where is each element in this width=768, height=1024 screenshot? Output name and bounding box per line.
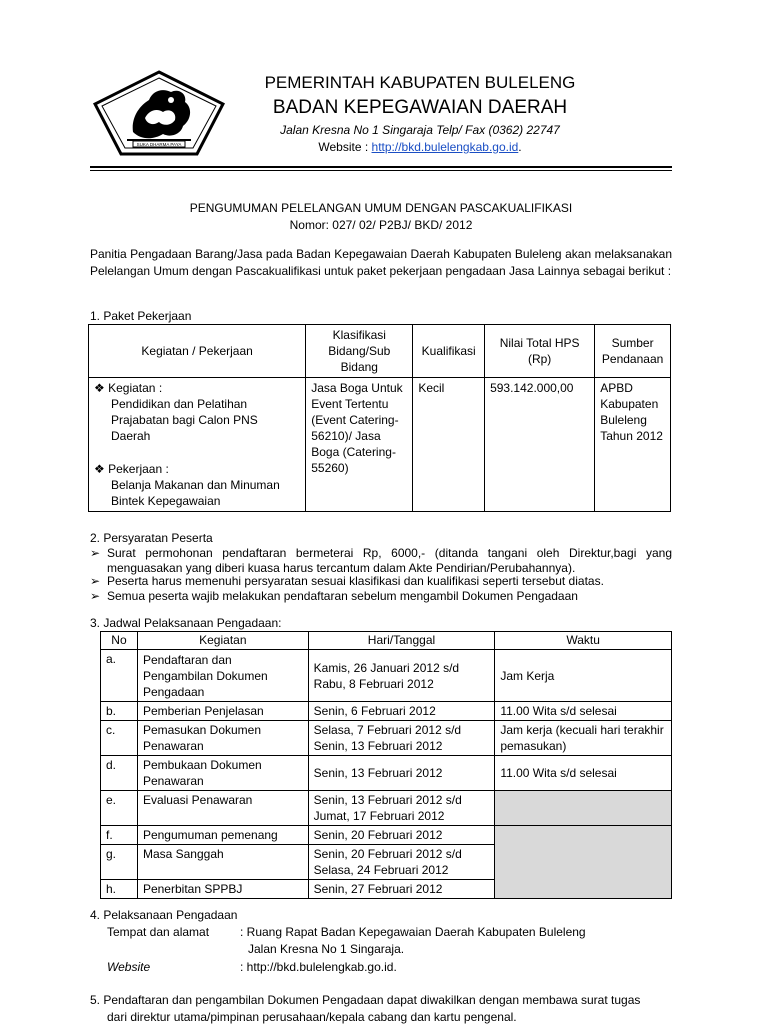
header-rule-thick bbox=[90, 166, 672, 168]
th-no: No bbox=[101, 632, 138, 650]
section2-heading: 2. Persyaratan Peserta bbox=[90, 531, 213, 545]
section5-line2: dari direktur utama/pimpinan perusahaan/kepala cabang dan kartu pengenal. bbox=[107, 1010, 517, 1024]
section4-heading: 4. Pelaksanaan Pengadaan bbox=[90, 908, 238, 922]
logo-motto: SUKA DHARMA PAYA bbox=[136, 142, 182, 147]
cell-no: f. bbox=[101, 826, 138, 845]
th-tanggal: Hari/Tanggal bbox=[308, 632, 495, 650]
schedule-row bbox=[101, 702, 672, 721]
cell-waktu-empty bbox=[495, 826, 672, 899]
cell-waktu: Jam Kerja bbox=[495, 650, 672, 702]
schedule-row bbox=[101, 791, 672, 826]
cell-waktu-empty bbox=[495, 791, 672, 826]
header-website bbox=[240, 140, 600, 154]
cell-kegiatan bbox=[89, 378, 306, 512]
requirement-item bbox=[90, 589, 672, 604]
cell-tanggal: Kamis, 26 Januari 2012 s/d Rabu, 8 Februari 2012 bbox=[308, 650, 495, 702]
cell-tanggal: Senin, 20 Februari 2012 bbox=[308, 826, 495, 845]
arrow-bullet-icon: ➢ bbox=[90, 589, 101, 603]
cell-tanggal: Senin, 13 Februari 2012 s/d Jumat, 17 Februari 2012 bbox=[308, 791, 495, 826]
cell-klasifikasi: Jasa Boga Untuk Event Tertentu (Event Catering-56210)/ Jasa Boga (Catering-55260) bbox=[306, 378, 413, 512]
arrow-bullet-icon: ➢ bbox=[90, 546, 101, 560]
website-link[interactable]: http://bkd.bulelengkab.go.id bbox=[371, 140, 519, 154]
cell-no: g. bbox=[101, 845, 138, 880]
cell-tanggal: Senin, 27 Februari 2012 bbox=[308, 880, 495, 899]
header-address: Jalan Kresna No 1 Singaraja Telp/ Fax (0362) 22747 bbox=[280, 123, 560, 137]
cell-kegiatan: Masa Sanggah bbox=[137, 845, 308, 880]
cell-kegiatan: Pembukaan Dokumen Penawaran bbox=[137, 756, 308, 791]
package-table-header bbox=[89, 325, 671, 378]
cell-no: d. bbox=[101, 756, 138, 791]
cell-kegiatan: Pemasukan Dokumen Penawaran bbox=[137, 721, 308, 756]
diamond-bullet-icon: ❖ bbox=[94, 381, 105, 395]
cell-tanggal: Senin, 13 Februari 2012 bbox=[308, 756, 495, 791]
header-rule-thin bbox=[90, 170, 672, 171]
cell-no: c. bbox=[101, 721, 138, 756]
announcement-title: PENGUMUMAN PELELANGAN UMUM DENGAN PASCAKUALIFIKASI bbox=[189, 201, 573, 215]
th-kegiatan: Kegiatan bbox=[137, 632, 308, 650]
tempat-label: Tempat dan alamat bbox=[107, 925, 210, 939]
cell-tanggal: Selasa, 7 Februari 2012 s/d Senin, 13 Februari 2012 bbox=[308, 721, 495, 756]
th-sumber: Sumber Pendanaan bbox=[595, 325, 671, 378]
pekerjaan-item bbox=[94, 461, 300, 477]
buleleng-emblem-logo bbox=[93, 70, 225, 156]
header-government: PEMERINTAH KABUPATEN BULELENG bbox=[264, 73, 576, 92]
header-agency: BADAN KEPEGAWAIAN DAERAH bbox=[272, 97, 568, 118]
package-table bbox=[88, 324, 671, 512]
requirement-text: Semua peserta wajib melakukan pendaftaran sebelum mengambil Dokumen Pengadaan bbox=[107, 589, 578, 603]
schedule-table bbox=[100, 631, 672, 899]
cell-no: b. bbox=[101, 702, 138, 721]
cell-tanggal: Senin, 6 Februari 2012 bbox=[308, 702, 495, 721]
schedule-row bbox=[101, 756, 672, 791]
cell-tanggal: Senin, 20 Februari 2012 s/d Selasa, 24 Februari 2012 bbox=[308, 845, 495, 880]
schedule-table-header bbox=[101, 632, 672, 650]
requirement-item bbox=[90, 574, 672, 589]
cell-kegiatan: Evaluasi Penawaran bbox=[137, 791, 308, 826]
arrow-bullet-icon: ➢ bbox=[90, 574, 101, 588]
intro-paragraph: Panitia Pengadaan Barang/Jasa pada Badan Kepegawaian Daerah Kabupaten Buleleng akan melaksanakan Pelelangan Umum dengan Pascakualifikasi untuk paket pekerjaan pengadaan Jasa Lainnya sebagai berikut : bbox=[90, 247, 672, 278]
requirement-item bbox=[90, 546, 672, 576]
cell-kegiatan: Pemberian Penjelasan bbox=[137, 702, 308, 721]
section1-heading: 1. Paket Pekerjaan bbox=[90, 309, 192, 323]
th-waktu: Waktu bbox=[495, 632, 672, 650]
tempat-value: : Ruang Rapat Badan Kepegawaian Daerah Kabupaten Buleleng bbox=[240, 925, 586, 939]
pekerjaan-label: Pekerjaan : bbox=[108, 462, 169, 476]
website-label: Website : bbox=[318, 140, 369, 154]
cell-kualifikasi: Kecil bbox=[413, 378, 485, 512]
cell-sumber: APBD Kabupaten Buleleng Tahun 2012 bbox=[595, 378, 671, 512]
website-value-s4: : http://bkd.bulelengkab.go.id. bbox=[240, 960, 397, 974]
cell-waktu: Jam kerja (kecuali hari terakhir pemasukan) bbox=[495, 721, 672, 756]
th-nilai: Nilai Total HPS (Rp) bbox=[485, 325, 595, 378]
kegiatan-item bbox=[94, 380, 300, 396]
schedule-row bbox=[101, 650, 672, 702]
cell-kegiatan: Pengumuman pemenang bbox=[137, 826, 308, 845]
cell-no: a. bbox=[101, 650, 138, 702]
schedule-row bbox=[101, 721, 672, 756]
section5-line1: 5. Pendaftaran dan pengambilan Dokumen Pengadaan dapat diwakilkan dengan membawa surat tugas bbox=[90, 993, 641, 1007]
cell-nilai: 593.142.000,00 bbox=[485, 378, 595, 512]
th-kegiatan: Kegiatan / Pekerjaan bbox=[89, 325, 306, 378]
diamond-bullet-icon: ❖ bbox=[94, 462, 105, 476]
tempat-value-line2: Jalan Kresna No 1 Singaraja. bbox=[248, 942, 405, 956]
cell-kegiatan: Penerbitan SPPBJ bbox=[137, 880, 308, 899]
pekerjaan-text: Belanja Makanan dan Minuman Bintek Kepegawaian bbox=[111, 478, 280, 508]
package-table-row bbox=[89, 378, 671, 512]
cell-waktu: 11.00 Wita s/d selesai bbox=[495, 756, 672, 791]
cell-no: h. bbox=[101, 880, 138, 899]
announcement-number: Nomor: 027/ 02/ P2BJ/ BKD/ 2012 bbox=[289, 218, 473, 232]
website-tail: . bbox=[518, 140, 522, 154]
cell-kegiatan: Pendaftaran dan Pengambilan Dokumen Pengadaan bbox=[137, 650, 308, 702]
website-label-s4: Website bbox=[107, 960, 151, 974]
requirement-text: Peserta harus memenuhi persyaratan sesuai klasifikasi dan kualifikasi seperti tersebut diatas. bbox=[107, 574, 604, 588]
cell-waktu: 11.00 Wita s/d selesai bbox=[495, 702, 672, 721]
section3-heading: 3. Jadwal Pelaksanaan Pengadaan: bbox=[90, 616, 282, 630]
kegiatan-text: Pendidikan dan Pelatihan Prajabatan bagi Calon PNS Daerah bbox=[111, 397, 258, 443]
th-kualifikasi: Kualifikasi bbox=[413, 325, 485, 378]
requirement-text: Surat permohonan pendaftaran bermeterai Rp, 6000,- (ditanda tangani oleh Direktur,bagi yang menguasakan yang diberi kuasa harus tercantum dalam Akte Pendirian/Perubahannya). bbox=[107, 546, 672, 575]
th-klasifikasi: Klasifikasi Bidang/Sub Bidang bbox=[306, 325, 413, 378]
schedule-row bbox=[101, 826, 672, 845]
kegiatan-label: Kegiatan : bbox=[108, 381, 163, 395]
cell-no: e. bbox=[101, 791, 138, 826]
